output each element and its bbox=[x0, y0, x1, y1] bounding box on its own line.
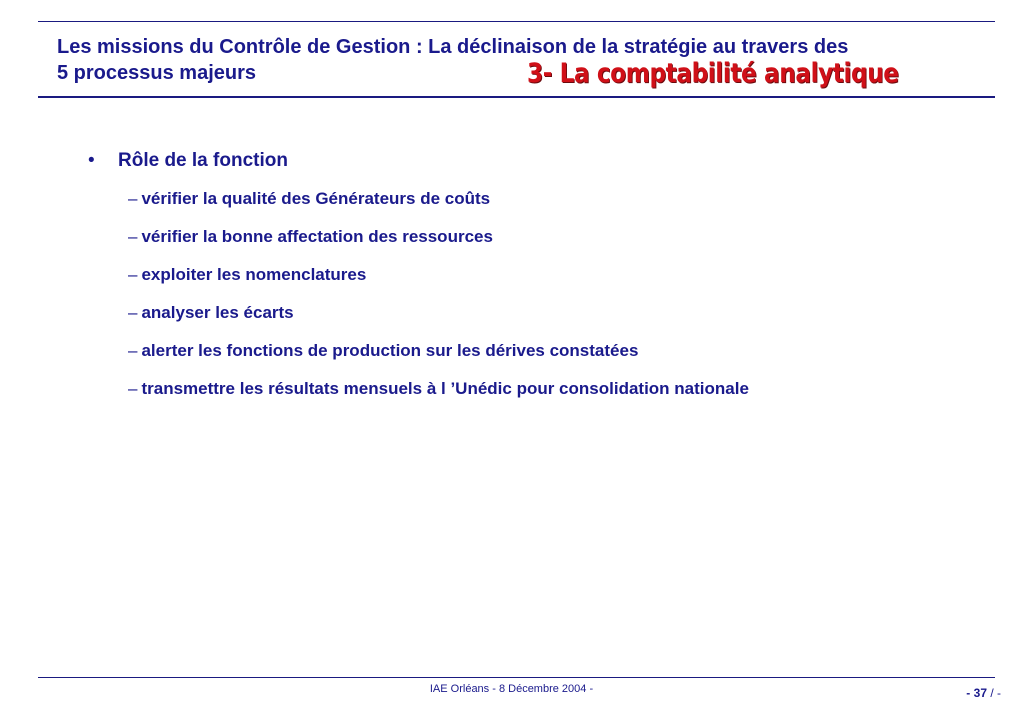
dash-icon: – bbox=[128, 189, 138, 208]
sub-item-text: exploiter les nomenclatures bbox=[141, 265, 367, 284]
title-line-2: 5 processus majeurs bbox=[57, 62, 256, 84]
bullet-icon: • bbox=[88, 150, 95, 171]
page-prefix: - bbox=[966, 686, 974, 700]
sub-item bbox=[128, 264, 749, 286]
dash-icon: – bbox=[128, 227, 138, 246]
slide-subtitle: 3- La comptabilité analytique bbox=[527, 58, 899, 89]
sub-item bbox=[128, 302, 749, 324]
dash-icon: – bbox=[128, 265, 138, 284]
page-number-value: 37 bbox=[973, 686, 987, 700]
sub-item-text: analyser les écarts bbox=[141, 303, 294, 322]
sub-item-text: vérifier la bonne affectation des ressources bbox=[141, 227, 493, 246]
top-rule bbox=[38, 21, 995, 22]
dash-icon: – bbox=[128, 341, 138, 360]
page-suffix: / - bbox=[987, 686, 1001, 700]
header-rule bbox=[38, 96, 995, 98]
page-number bbox=[966, 686, 1001, 700]
footer-rule bbox=[38, 677, 995, 678]
sub-item bbox=[128, 226, 749, 248]
sub-list bbox=[128, 188, 749, 400]
sub-item-text: alerter les fonctions de production sur les dérives constatées bbox=[141, 341, 639, 360]
sub-item-text: vérifier la qualité des Générateurs de coûts bbox=[141, 189, 491, 208]
dash-icon: – bbox=[128, 303, 138, 322]
content-body bbox=[88, 148, 749, 416]
footer-text: IAE Orléans - 8 Décembre 2004 - bbox=[429, 683, 594, 695]
sub-item-text: transmettre les résultats mensuels à l ’Unédic pour consolidation nationale bbox=[141, 379, 749, 398]
dash-icon: – bbox=[128, 379, 138, 398]
title-line-1: Les missions du Contrôle de Gestion : La déclinaison de la stratégie au travers des bbox=[57, 36, 849, 58]
bullet-item bbox=[88, 148, 749, 174]
bullet-text: Rôle de la fonction bbox=[118, 150, 288, 171]
sub-item bbox=[128, 378, 749, 400]
sub-item bbox=[128, 188, 749, 210]
sub-item bbox=[128, 340, 749, 362]
